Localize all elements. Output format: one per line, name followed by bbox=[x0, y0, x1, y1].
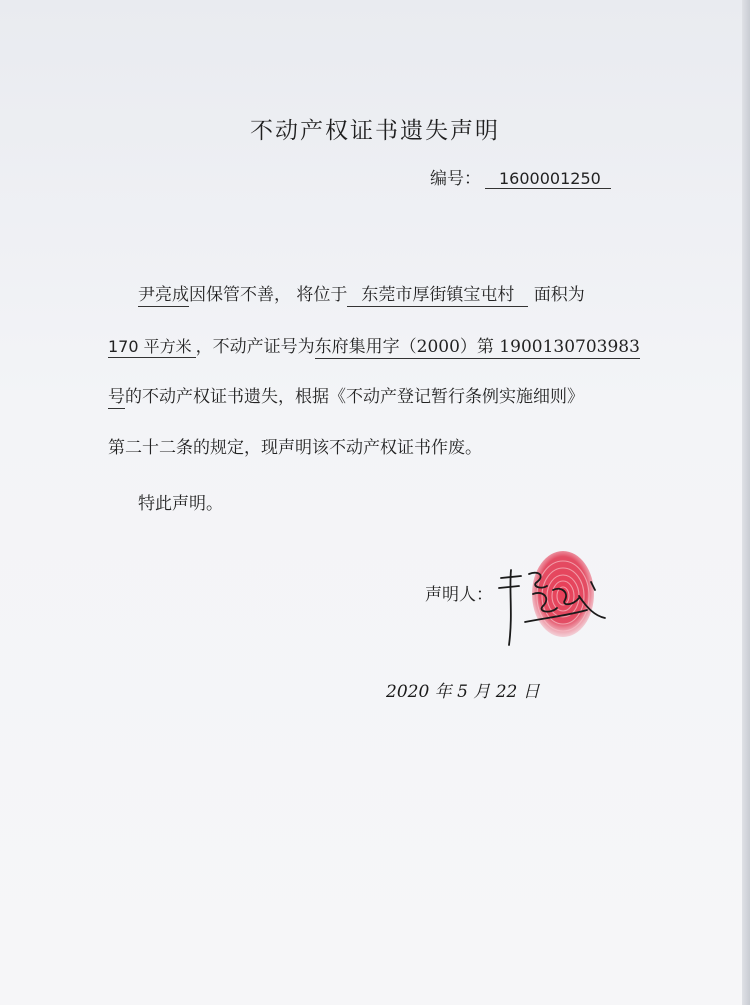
number-value: 1600001250 bbox=[485, 169, 611, 189]
statement-line-4 bbox=[108, 423, 678, 474]
closing-text: 特此声明。 bbox=[138, 494, 223, 514]
statement-body bbox=[108, 270, 678, 530]
property-location: 东莞市厚街镇宝屯村 bbox=[347, 285, 528, 307]
statement-text: 号 bbox=[108, 387, 125, 407]
statement-text: 因保管不善， 将位于 bbox=[189, 285, 348, 305]
signing-date-text: 2020 年 5 月 22 日 bbox=[386, 682, 540, 702]
document-title: 不动产权证书遗失声明 bbox=[250, 118, 500, 144]
statement-text: 第二十二条的规定，现声明该不动产权证书作废。 bbox=[108, 438, 482, 458]
statement-text: 面积为 bbox=[533, 285, 585, 305]
statement-line-3 bbox=[108, 372, 678, 423]
document-number-row bbox=[430, 164, 611, 189]
declarant-name: 尹亮成 bbox=[138, 285, 189, 305]
statement-line-2 bbox=[108, 321, 678, 372]
closing-line bbox=[108, 479, 678, 530]
statement-text: 的不动产权证书遗失，根据《不动产登记暂行条例实施细则》 bbox=[125, 387, 584, 407]
statement-text: ，不动产证号为 bbox=[195, 337, 315, 357]
number-label: 编号： bbox=[430, 169, 481, 189]
signing-date bbox=[386, 677, 566, 707]
statement-line-1 bbox=[108, 270, 678, 321]
declarant-label: 声明人： bbox=[425, 585, 493, 605]
property-area: 170 平方米 bbox=[108, 337, 196, 358]
handwritten-signature bbox=[495, 560, 625, 650]
scan-edge bbox=[742, 0, 750, 1005]
certificate-number: 东府集用字（2000）第 1900130703983 bbox=[314, 337, 640, 357]
